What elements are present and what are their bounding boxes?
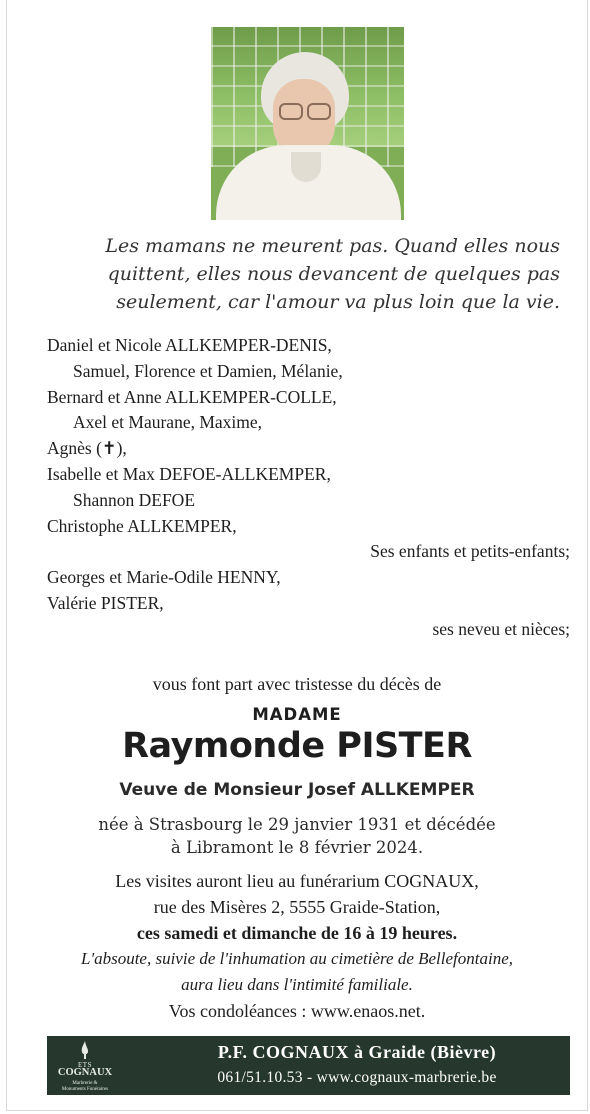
family-list (47, 333, 570, 643)
ceremony-line: L'absoute, suivie de l'inhumation au cimetière de Bellefontaine, (80, 949, 514, 968)
logo-subtitle-line: Marbrerie & (72, 1081, 98, 1086)
funeral-home-name: P.F. COGNAUX à Graide (Bièvre) (217, 1042, 497, 1062)
memorial-quote (100, 232, 560, 316)
quote-line: seulement, car l'amour va plus loin que la vie. (116, 291, 560, 313)
family-line: Georges et Marie-Odile HENNY, (47, 567, 281, 588)
deceased-title: MADAME (252, 705, 342, 724)
quote-line: Les mamans ne meurent pas. Quand elles nous (105, 235, 560, 257)
funeral-home-banner (47, 1036, 570, 1095)
family-line: Agnès (✝), (47, 438, 127, 459)
portrait-photo (211, 27, 404, 220)
logo-name: COGNAUX (57, 1067, 113, 1078)
birth-line: née à Strasbourg le 29 janvier 1931 et décédée (98, 815, 496, 834)
condolences-line: Vos condoléances : www.enaos.net. (168, 1001, 426, 1021)
quote-line: quittent, elles nous devancent de quelques pas (107, 263, 560, 285)
obituary-card (6, 0, 588, 1111)
family-line: Axel et Maurane, Maxime, (73, 412, 263, 433)
family-group-label: ses neveu et nièces; (432, 618, 570, 639)
visit-hours: ces samedi et dimanche de 16 à 19 heures. (136, 923, 458, 943)
logo-subtitle (55, 1081, 115, 1093)
widow-of: Veuve de Monsieur Josef ALLKEMPER (119, 780, 475, 800)
deceased-name: Raymonde PISTER (122, 726, 472, 766)
family-line: Valérie PISTER, (47, 592, 164, 613)
family-group-label: Ses enfants et petits-enfants; (370, 541, 570, 562)
announcement-intro: vous font part avec tristesse du décès de (152, 674, 442, 694)
birth-death-info (7, 813, 587, 859)
photo-glasses-left (279, 103, 303, 120)
photo-collar (291, 152, 321, 182)
logo-ets: ETS (78, 1061, 92, 1069)
photo-glasses-right (307, 103, 331, 120)
family-line: Bernard et Anne ALLKEMPER-COLLE, (47, 386, 337, 407)
family-line: Daniel et Nicole ALLKEMPER-DENIS, (47, 335, 332, 355)
family-line: Samuel, Florence et Damien, Mélanie, (73, 360, 343, 381)
flame-icon (79, 1041, 91, 1059)
ceremony-line: aura lieu dans l'intimité familiale. (181, 975, 413, 994)
family-line: Christophe ALLKEMPER, (47, 515, 237, 536)
funeral-home-contact: 061/51.10.53 - www.cognaux-marbrerie.be (217, 1069, 497, 1086)
cognaux-logo (55, 1041, 115, 1091)
visit-line: Les visites auront lieu au funérarium COGNAUX, (115, 871, 479, 891)
logo-subtitle-line: Monuments Funéraires (61, 1087, 109, 1092)
death-line: à Libramont le 8 février 2024. (170, 838, 424, 857)
family-line: Shannon DEFOE (73, 489, 196, 510)
family-line: Isabelle et Max DEFOE-ALLKEMPER, (47, 463, 331, 484)
visitation-info (7, 868, 587, 1024)
visit-line: rue des Misères 2, 5555 Graide-Station, (153, 897, 441, 917)
